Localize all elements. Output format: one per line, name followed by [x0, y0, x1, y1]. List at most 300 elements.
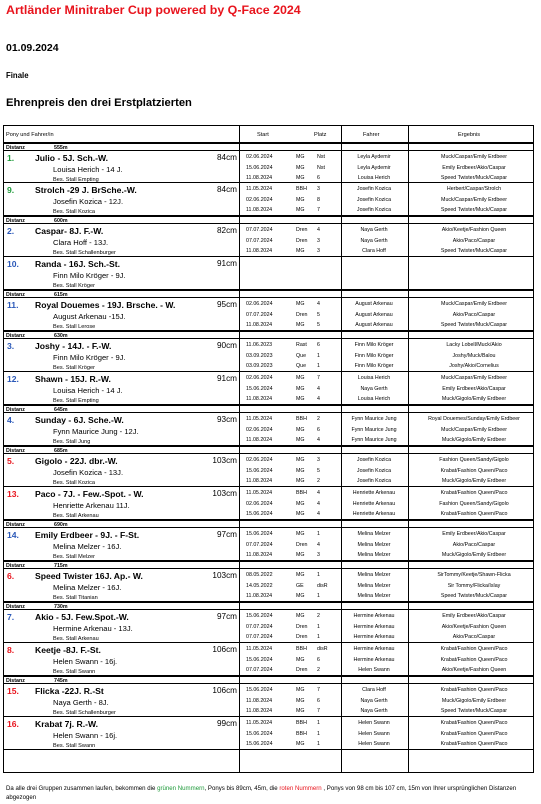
result-driver-text: Naya Gerth	[360, 697, 388, 704]
result-date: 07.07.2024	[246, 634, 273, 640]
entry-number: 11.	[7, 300, 19, 310]
header-fahrer: Fahrer	[363, 132, 380, 138]
result-date: 07.07.2024	[246, 541, 273, 548]
result-rank: 1	[317, 363, 320, 369]
result-driver-text: Hermine Arkenau	[353, 634, 395, 640]
result-driver-text: August Arkenau	[355, 322, 393, 328]
event-date: 01.09.2024	[6, 42, 59, 54]
entry-number: 2.	[7, 226, 15, 236]
result-date: 07.07.2024	[246, 311, 273, 318]
result-date: 03.09.2023	[246, 363, 273, 369]
result-placings-text: Speed Twister/Muck/Caspar	[440, 322, 508, 328]
owner-stable: Bes. Stall Melzer	[53, 554, 95, 560]
result-driver-text: Hermine Arkenau	[353, 613, 395, 619]
result-rank: 1	[317, 634, 320, 640]
result-line	[4, 581, 533, 592]
result-placings-text: Akio/Keetje/Fashion Queen	[441, 227, 507, 233]
result-driver-text: Clara Hoff	[362, 687, 386, 693]
result-rank: 4	[317, 301, 320, 307]
result-venue: Que	[296, 352, 307, 359]
result-venue: BBH	[296, 490, 307, 496]
result-placings-text: Krabat/Fashion Queen/Paco	[440, 656, 508, 663]
result-driver-text: Fynn Maurice Jung	[351, 416, 397, 422]
pony-name: Sunday - 6J. Sche.-W.	[35, 415, 124, 425]
result-driver-text: Finn Milo Kröger	[354, 342, 394, 348]
result-driver-text: Louisa Herich	[357, 175, 391, 181]
pony-name: Flicka -22J. R.-St	[35, 686, 104, 696]
result-venue: Dren	[296, 237, 308, 244]
result-driver-text: Fynn Maurice Jung	[351, 426, 397, 433]
result-line	[4, 499, 533, 510]
result-rank: 6	[317, 342, 320, 348]
distance-value: 555m	[54, 145, 68, 151]
result-line	[4, 632, 533, 643]
pony-size: 99cm	[216, 719, 237, 728]
result-driver-text: Melina Melzer	[357, 531, 391, 537]
result-rank: 4	[317, 385, 320, 392]
entry-row	[4, 151, 533, 183]
owner-stable: Bes. Stall Lerose	[53, 324, 96, 330]
distance-label: Distanz	[6, 333, 25, 339]
result-rank: Nst	[317, 154, 325, 160]
pony-name: Gigolo - 22J. dbr.-W.	[35, 456, 118, 466]
pony-name: Randa - 16J. Sch.-St.	[35, 259, 121, 269]
result-placings-text: Speed Twister/Muck/Caspar	[440, 175, 508, 181]
result-driver-text: Josefin Kozica	[356, 196, 392, 203]
rider-name: Hermine Arkenau - 13J.	[53, 624, 133, 633]
distance-label: Distanz	[6, 522, 25, 528]
result-placings-text: Krabat/Fashion Queen/Paco	[440, 511, 508, 517]
distance-label: Distanz	[6, 563, 25, 569]
rider-name: Helen Swann - 16j.	[53, 657, 118, 666]
result-date: 11.05.2024	[246, 490, 273, 496]
result-rank: 4	[317, 541, 320, 548]
entry-number: 15.	[7, 686, 19, 696]
pony-name: Royal Douemes - 19J. Brsche. - W.	[35, 300, 176, 310]
result-rank: 6	[317, 426, 320, 433]
result-venue: MG	[296, 511, 305, 517]
result-placings-text: Muck/Gigolo/Emily Erdbeer	[441, 697, 507, 704]
result-venue: MG	[296, 385, 305, 392]
result-rank: 1	[317, 623, 320, 630]
pony-size: 106cm	[212, 686, 237, 695]
rider-name: Melina Melzer - 16J.	[53, 583, 122, 592]
footer-note	[6, 784, 538, 802]
distance-label: Distanz	[6, 218, 25, 224]
result-date: 07.07.2024	[246, 227, 273, 233]
owner-stable: Bes. Stall Titanian	[53, 595, 98, 601]
owner-stable: Bes. Stall Swann	[53, 669, 96, 675]
result-date: 11.08.2024	[246, 478, 273, 484]
entry-number: 9.	[7, 185, 15, 195]
result-placings-text: Muck/Gigolo/Emily Erdbeer	[441, 437, 507, 443]
result-driver-text: Leyla Aydemir	[357, 154, 391, 160]
result-date: 11.08.2024	[246, 708, 273, 714]
rider-name: Josefin Kozica - 12J.	[53, 197, 124, 206]
result-venue: Dren	[296, 623, 308, 630]
distance-row	[4, 405, 533, 413]
pony-size: 84cm	[216, 153, 237, 162]
entry-number: 16.	[7, 719, 19, 729]
result-line	[4, 373, 533, 384]
result-driver-text: Henriette Arkenau	[352, 500, 396, 507]
result-rank: 1	[317, 593, 320, 599]
distance-value: 645m	[54, 407, 68, 413]
footer-red-highlight: roten Nummern	[279, 785, 322, 792]
result-venue: BBH	[296, 186, 307, 192]
result-venue: MG	[296, 457, 305, 463]
pony-size: 97cm	[216, 612, 237, 621]
pony-size: 95cm	[216, 300, 237, 309]
result-placings-text: Lacky Lobell/Muck/Akio	[446, 342, 502, 348]
result-placings-text: Krabat/Fashion Queen/Paco	[440, 490, 508, 496]
distance-value: 690m	[54, 522, 68, 528]
result-driver-text: Naya Gerth	[360, 237, 388, 244]
result-line	[4, 225, 533, 236]
result-placings-text: Emily Erdbeer/Akio/Caspar	[442, 613, 506, 619]
result-line	[4, 591, 533, 602]
result-line	[4, 152, 533, 163]
result-rank: 4	[317, 227, 320, 233]
result-driver-text: August Arkenau	[355, 311, 393, 318]
entry-row	[4, 717, 533, 750]
result-placings-text: Akio/Paco/Caspar	[452, 634, 496, 640]
distance-row	[4, 676, 533, 684]
result-venue: Dren	[296, 634, 308, 640]
result-placings-text: Speed Twister/Muck/Caspar	[440, 207, 508, 213]
result-date: 11.06.2023	[246, 342, 273, 348]
result-driver-text: Henriette Arkenau	[352, 511, 396, 517]
result-placings-text: Krabat/Fashion Queen/Paco	[440, 730, 508, 737]
result-venue: MG	[296, 164, 305, 171]
result-driver-text: Hermine Arkenau	[353, 656, 395, 663]
result-line	[4, 455, 533, 466]
result-placings-text: Muck/Caspar/Emily Erdbeer	[441, 154, 507, 160]
result-venue: BBH	[296, 646, 307, 652]
result-rank: 4	[317, 437, 320, 443]
result-date: 15.06.2024	[246, 656, 273, 663]
entry-row	[4, 257, 533, 290]
distance-value: 615m	[54, 292, 68, 298]
result-placings-text: Emily Erdbeer/Akio/Caspar	[442, 531, 506, 537]
rider-name: Louisa Herich - 14 J.	[53, 165, 123, 174]
result-line	[4, 236, 533, 247]
result-venue: MG	[296, 708, 305, 714]
distance-row	[4, 520, 533, 528]
result-date: 11.05.2024	[246, 646, 273, 652]
owner-stable: Bes. Stall Jung	[53, 439, 91, 445]
result-date: 15.06.2024	[246, 613, 273, 619]
table-header	[4, 126, 533, 143]
result-line	[4, 622, 533, 633]
result-date: 15.06.2024	[246, 511, 273, 517]
pony-name: Shawn - 15J. R.-W.	[35, 374, 111, 384]
result-placings-text: Krabat/Fashion Queen/Paco	[440, 467, 508, 474]
result-driver-text: Louisa Herich	[357, 396, 391, 402]
result-date: 11.08.2024	[246, 697, 273, 704]
entry-number: 12.	[7, 374, 19, 384]
result-line	[4, 320, 533, 331]
result-placings-text: Muck/Gigolo/Emily Erdbeer	[441, 552, 507, 558]
result-driver-text: Hermine Arkenau	[353, 623, 395, 630]
result-driver-text: Naya Gerth	[360, 227, 388, 233]
result-rank: 1	[317, 741, 320, 747]
result-date: 15.06.2024	[246, 164, 273, 171]
result-venue: GE	[296, 582, 304, 589]
result-rank: 8	[317, 196, 320, 203]
result-driver-text: August Arkenau	[355, 301, 393, 307]
result-placings-text: Krabat/Fashion Queen/Paco	[440, 720, 508, 726]
result-venue: MG	[296, 301, 305, 307]
owner-stable: Bes. Stall Kröger	[53, 283, 95, 289]
result-line	[4, 394, 533, 405]
distance-value: 730m	[54, 604, 68, 610]
entry-number: 4.	[7, 415, 15, 425]
result-placings-text: Akio/Keetje/Fashion Queen	[441, 667, 507, 673]
result-venue: MG	[296, 248, 305, 254]
pony-name: Akio - 5J. Few.Spot.-W.	[35, 612, 129, 622]
rider-name: Naya Gerth - 8J.	[53, 698, 109, 707]
result-placings-text: Sir Tommy/Flicka/Islay	[447, 582, 501, 589]
result-venue: MG	[296, 572, 305, 578]
result-rank: 3	[317, 237, 320, 244]
result-venue: Dren	[296, 227, 308, 233]
result-placings-text: Akio/Keetje/Fashion Queen	[441, 623, 507, 630]
entry-number: 6.	[7, 571, 15, 581]
result-driver-text: Hermine Arkenau	[353, 646, 395, 652]
owner-stable: Bes. Stall Schallenburger	[53, 710, 116, 716]
result-date: 02.06.2024	[246, 301, 273, 307]
result-venue: MG	[296, 196, 305, 203]
result-rank: 6	[317, 175, 320, 181]
result-rank: 7	[317, 207, 320, 213]
result-rank: 2	[317, 613, 320, 619]
result-date: 07.07.2024	[246, 623, 273, 630]
result-venue: MG	[296, 175, 305, 181]
header-start: Start	[257, 132, 269, 138]
result-placings-text: Muck/Caspar/Emily Erdbeer	[441, 196, 507, 203]
entry-row	[4, 684, 533, 717]
result-driver-text: Josefin Kozica	[356, 467, 392, 474]
result-date: 14.05.2022	[246, 582, 273, 589]
result-rank: 3	[317, 552, 320, 558]
section-heading: Ehrenpreis den drei Erstplatzierten	[6, 97, 192, 109]
result-venue: MG	[296, 154, 305, 160]
owner-stable: Bes. Stall Kröger	[53, 365, 95, 371]
result-venue: MG	[296, 687, 305, 693]
result-venue: BBH	[296, 720, 307, 726]
result-placings-text: Akio/Paco/Caspar	[452, 311, 496, 318]
result-rank: 5	[317, 311, 320, 318]
owner-stable: Bes. Stall Swann	[53, 743, 96, 749]
rider-name: Finn Milo Kröger - 9J.	[53, 271, 126, 280]
result-driver-text: Melina Melzer	[357, 593, 391, 599]
entry-row	[4, 372, 533, 405]
page-title: Artländer Minitraber Cup powered by Q-Face 2024	[6, 3, 301, 17]
rider-name: Clara Hoff - 13J.	[53, 238, 109, 247]
result-venue: MG	[296, 613, 305, 619]
pony-name: Speed Twister 16J. Ap.- W.	[35, 571, 143, 581]
result-driver-text: Josefin Kozica	[356, 207, 392, 213]
result-date: 11.08.2024	[246, 593, 273, 599]
pony-size: 106cm	[212, 645, 237, 654]
pony-name: Joshy - 14J. - F.-W.	[35, 341, 112, 351]
result-venue: MG	[296, 467, 305, 474]
distance-row	[4, 561, 533, 569]
result-date: 08.05.2022	[246, 572, 273, 578]
distance-value: 600m	[54, 218, 68, 224]
result-line	[4, 361, 533, 372]
result-rank: 2	[317, 478, 320, 484]
result-rank: 3	[317, 457, 320, 463]
result-line	[4, 729, 533, 740]
result-line	[4, 425, 533, 436]
result-line	[4, 184, 533, 195]
result-date: 02.06.2024	[246, 375, 273, 381]
owner-stable: Bes. Stall Empting	[53, 177, 99, 183]
result-placings-text: Fashion Queen/Sandy/Gigolo	[439, 457, 509, 463]
result-rank: 2	[317, 416, 320, 422]
result-date: 15.06.2024	[246, 467, 273, 474]
result-line	[4, 414, 533, 425]
result-driver-text: Louisa Herich	[357, 375, 391, 381]
distance-label: Distanz	[6, 678, 25, 684]
result-venue: Que	[296, 363, 307, 369]
owner-stable: Bes. Stall Schallenburger	[53, 250, 116, 256]
result-line	[4, 205, 533, 216]
distance-value: 630m	[54, 333, 68, 339]
result-date: 11.08.2024	[246, 552, 273, 558]
result-date: 11.05.2024	[246, 720, 273, 726]
pony-name: Krabat 7j. R.-W.	[35, 719, 99, 729]
result-line	[4, 644, 533, 655]
result-placings-text: Krabat/Fashion Queen/Paco	[440, 646, 508, 652]
result-date: 03.09.2023	[246, 352, 273, 359]
pony-size: 103cm	[212, 489, 237, 498]
result-date: 15.06.2024	[246, 687, 273, 693]
result-line	[4, 540, 533, 551]
result-driver-text: Fynn Maurice Jung	[351, 437, 397, 443]
result-driver-text: Helen Swann	[358, 741, 390, 747]
entry-row	[4, 610, 533, 643]
result-venue: MG	[296, 552, 305, 558]
result-rank: 2	[317, 667, 320, 673]
pony-size: 103cm	[212, 456, 237, 465]
distance-label: Distanz	[6, 292, 25, 298]
result-rank: 4	[317, 511, 320, 517]
result-rank: disR	[317, 582, 328, 589]
result-date: 15.06.2024	[246, 741, 273, 747]
result-placings-text: Muck/Caspar/Emily Erdbeer	[441, 301, 507, 307]
result-venue: MG	[296, 656, 305, 663]
result-placings-text: Akio/Paco/Caspar	[452, 541, 496, 548]
results-table	[3, 125, 534, 773]
result-line	[4, 509, 533, 520]
pony-size: 93cm	[216, 415, 237, 424]
result-date: 02.06.2024	[246, 500, 273, 507]
result-date: 11.08.2024	[246, 396, 273, 402]
rider-name: Louisa Herich - 14 J.	[53, 386, 123, 395]
result-line	[4, 739, 533, 750]
distance-label: Distanz	[6, 604, 25, 610]
result-driver-text: Naya Gerth	[360, 708, 388, 714]
result-line	[4, 340, 533, 351]
result-date: 07.07.2024	[246, 237, 273, 244]
result-rank: 1	[317, 531, 320, 537]
pony-name: Keetje -8J. F.-St.	[35, 645, 101, 655]
result-date: 11.08.2024	[246, 248, 273, 254]
result-venue: MG	[296, 396, 305, 402]
entry-row	[4, 643, 533, 676]
rider-name: Josefin Kozica - 13J.	[53, 468, 124, 477]
result-venue: MG	[296, 531, 305, 537]
result-line	[4, 611, 533, 622]
rider-name: Finn Milo Kröger - 9J.	[53, 353, 126, 362]
result-rank: 4	[317, 396, 320, 402]
result-driver-text: Josefin Kozica	[356, 186, 392, 192]
result-rank: 7	[317, 375, 320, 381]
result-driver-text: Helen Swann	[358, 667, 390, 673]
result-driver-text: Naya Gerth	[360, 385, 388, 392]
result-venue: Dren	[296, 667, 308, 673]
distance-row	[4, 143, 533, 151]
result-line	[4, 718, 533, 729]
result-placings-text: SirTommy/Keetje/Shawn-Flicka	[437, 572, 511, 578]
distance-label: Distanz	[6, 407, 25, 413]
result-date: 07.07.2024	[246, 667, 273, 673]
rider-name: August Arkenau -15J.	[53, 312, 126, 321]
entry-number: 1.	[7, 153, 15, 163]
entry-row	[4, 298, 533, 331]
result-placings-text: Royal Douemes/Sunday/Emily Erdbeer	[428, 416, 520, 422]
result-driver-text: Finn Milo Kröger	[354, 363, 394, 369]
entry-number: 8.	[7, 645, 15, 655]
distance-value: 685m	[54, 448, 68, 454]
result-placings-text: Fashion Queen/Sandy/Gigolo	[439, 500, 509, 507]
result-driver-text: Clara Hoff	[362, 248, 386, 254]
entry-row	[4, 183, 533, 216]
result-line	[4, 163, 533, 174]
result-placings-text: Muck/Caspar/Emily Erdbeer	[441, 375, 507, 381]
result-line	[4, 696, 533, 707]
result-date: 15.06.2024	[246, 385, 273, 392]
footer-text-1: Da alle drei Gruppen zusammen laufen, bekommen die	[6, 785, 158, 792]
result-rank: 6	[317, 656, 320, 663]
result-rank: 3	[317, 186, 320, 192]
entry-number: 7.	[7, 612, 15, 622]
result-placings-text: Joshy/Muck/Balou	[452, 352, 496, 359]
result-driver-text: Melina Melzer	[357, 582, 391, 589]
result-venue: Dren	[296, 541, 308, 548]
result-placings-text: Speed Twister/Muck/Caspar	[440, 708, 508, 714]
result-line	[4, 246, 533, 257]
entry-number: 13.	[7, 489, 19, 499]
footer-text-2: , Ponys bis 89cm, 45m, die	[204, 785, 280, 792]
result-driver-text: Helen Swann	[358, 730, 390, 737]
result-placings-text: Speed Twister/Muck/Caspar	[440, 248, 508, 254]
result-line	[4, 310, 533, 321]
header-pony: Pony und Fahrer/in	[6, 132, 54, 138]
result-venue: BBH	[296, 730, 307, 737]
rider-name: Fynn Maurice Jung - 12J.	[53, 427, 139, 436]
owner-stable: Bes. Stall Kozica	[53, 209, 95, 215]
result-placings-text: Joshy/Akio/Cornelius	[449, 363, 499, 369]
pony-size: 97cm	[216, 530, 237, 539]
stage-label: Finale	[6, 71, 29, 80]
result-placings-text: Herbert/Caspar/Strolch	[446, 186, 502, 192]
entry-row	[4, 224, 533, 257]
result-venue: Dren	[296, 311, 308, 318]
